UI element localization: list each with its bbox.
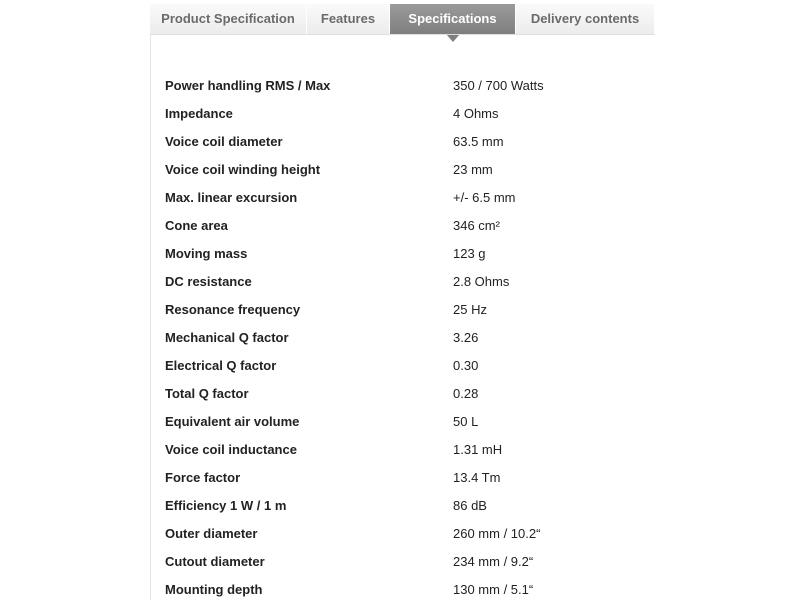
table-row [165, 408, 645, 436]
table-row [165, 156, 645, 184]
table-row [165, 268, 645, 296]
table-row [165, 576, 645, 600]
spec-value: 86 dB [453, 498, 487, 513]
table-row [165, 380, 645, 408]
tab-bar [150, 4, 654, 34]
table-row [165, 436, 645, 464]
tab-label: Delivery contents [530, 11, 640, 26]
tab-label: Specifications [408, 11, 497, 26]
spec-label: Force factor [165, 470, 241, 485]
spec-value: 50 L [453, 414, 479, 429]
table-row [165, 296, 645, 324]
spec-value: 350 / 700 Watts [453, 78, 544, 93]
spec-label: Power handling RMS / Max [165, 78, 331, 93]
spec-label: Max. linear excursion [165, 190, 298, 205]
spec-value: 1.31 mH [453, 442, 503, 457]
table-row [165, 548, 645, 576]
spec-value: 130 mm / 5.1“ [453, 582, 534, 597]
spec-label: Cone area [165, 218, 228, 233]
tab-product-specification[interactable] [150, 4, 307, 34]
spec-label: DC resistance [165, 274, 252, 289]
spec-label: Electrical Q factor [165, 358, 277, 373]
specifications-table [165, 72, 645, 600]
spec-label: Voice coil diameter [165, 134, 283, 149]
spec-value: 2.8 Ohms [453, 274, 510, 289]
spec-label: Efficiency 1 W / 1 m [165, 498, 287, 513]
spec-label: Equivalent air volume [165, 414, 300, 429]
table-row [165, 324, 645, 352]
spec-value: 260 mm / 10.2“ [453, 526, 541, 541]
spec-label: Mounting depth [165, 582, 263, 597]
spec-label: Moving mass [165, 246, 248, 261]
spec-label: Outer diameter [165, 526, 258, 541]
tab-delivery-contents[interactable] [516, 4, 654, 34]
table-row [165, 212, 645, 240]
table-row [165, 128, 645, 156]
spec-label: Voice coil winding height [165, 162, 321, 177]
spec-value: 0.28 [453, 386, 479, 401]
tab-features[interactable] [307, 4, 390, 34]
spec-value: 0.30 [453, 358, 479, 373]
spec-value: 234 mm / 9.2“ [453, 554, 534, 569]
table-row [165, 184, 645, 212]
tab-label: Product Specification [161, 11, 295, 26]
spec-value: 4 Ohms [453, 106, 499, 121]
spec-value: 3.26 [453, 330, 479, 345]
table-row [165, 72, 645, 100]
spec-value: 25 Hz [453, 302, 487, 317]
spec-label: Mechanical Q factor [165, 330, 289, 345]
spec-label: Cutout diameter [165, 554, 265, 569]
spec-label: Impedance [165, 106, 233, 121]
spec-value: 13.4 Tm [453, 470, 501, 485]
table-row [165, 520, 645, 548]
tab-specifications[interactable] [390, 4, 516, 34]
spec-value: 346 cm² [453, 218, 500, 233]
table-row [165, 240, 645, 268]
table-row [165, 492, 645, 520]
spec-value: 23 mm [453, 162, 493, 177]
tab-label: Features [320, 11, 376, 26]
table-row [165, 464, 645, 492]
table-row [165, 352, 645, 380]
spec-value: 123 g [453, 246, 486, 261]
spec-label: Voice coil inductance [165, 442, 297, 457]
spec-label: Total Q factor [165, 386, 249, 401]
spec-value: +/- 6.5 mm [453, 190, 516, 205]
spec-value: 63.5 mm [453, 134, 504, 149]
table-row [165, 100, 645, 128]
spec-label: Resonance frequency [165, 302, 301, 317]
